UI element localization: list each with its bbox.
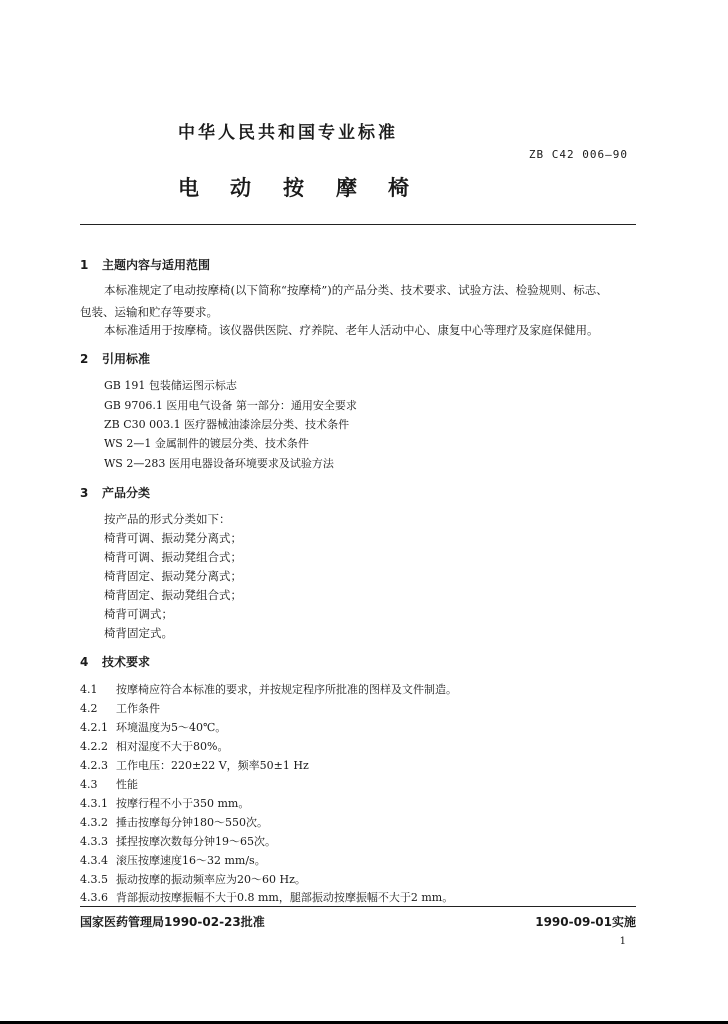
requirement-item xyxy=(80,795,249,811)
clause-text: 相对湿度不大于80%。 xyxy=(116,740,229,753)
section-number: 4 xyxy=(80,655,89,669)
requirement-item xyxy=(80,833,276,849)
clause-number: 4.3.4 xyxy=(80,854,108,867)
section-number: 3 xyxy=(80,486,89,500)
clause-number: 4.2.2 xyxy=(80,740,108,753)
standard-code: ZB C42 006—90 xyxy=(528,148,628,161)
standard-organization: 中华人民共和国专业标准 xyxy=(178,123,398,143)
reference-item: WS 2—283 医用电器设备环境要求及试验方法 xyxy=(104,457,334,470)
clause-text: 按摩行程不小于350 mm。 xyxy=(116,797,250,810)
paragraph: 本标准适用于按摩椅。该仪器供医院、疗养院、老年人活动中心、康复中心等理疗及家庭保健用。 xyxy=(104,323,599,337)
section-title: 产品分类 xyxy=(102,486,151,500)
classification-item: 椅背固定、振动凳分离式； xyxy=(104,569,242,583)
classification-item: 椅背固定式。 xyxy=(104,626,173,640)
clause-text: 环境温度为5～40℃。 xyxy=(116,721,227,734)
reference-item: GB 9706.1 医用电气设备 第一部分：通用安全要求 xyxy=(104,399,357,412)
section-4-heading xyxy=(80,653,150,670)
requirement-item xyxy=(80,889,453,905)
title-char: 按 xyxy=(283,176,304,200)
clause-text: 性能 xyxy=(116,778,138,791)
requirement-item xyxy=(80,757,309,773)
requirement-item xyxy=(80,700,160,716)
requirement-item xyxy=(80,776,138,792)
section-2-heading xyxy=(80,350,150,367)
title-char: 动 xyxy=(230,176,251,200)
clause-number: 4.3.3 xyxy=(80,835,108,848)
requirement-item xyxy=(80,719,226,735)
section-title: 引用标准 xyxy=(102,352,151,366)
footer-divider xyxy=(80,906,636,907)
clause-text: 工作条件 xyxy=(116,702,160,715)
requirement-item xyxy=(80,871,306,887)
approval-line: 国家医药管理局1990-02-23批准 xyxy=(80,915,265,929)
paragraph: 本标准规定了电动按摩椅(以下简称“按摩椅”)的产品分类、技术要求、试验方法、检验规则、标志、 xyxy=(104,283,608,297)
title-char: 电 xyxy=(178,176,199,200)
clause-text: 振动按摩的振动频率应为20～60 Hz。 xyxy=(116,873,306,886)
clause-text: 背部振动按摩振幅不大于0.8 mm，腿部振动按摩振幅不大于2 mm。 xyxy=(116,891,454,904)
title-char: 椅 xyxy=(388,176,409,200)
reference-item: ZB C30 003.1 医疗器械油漆涂层分类、技术条件 xyxy=(104,418,350,431)
clause-number: 4.3.1 xyxy=(80,797,108,810)
requirement-item xyxy=(80,681,457,697)
requirement-item xyxy=(80,814,268,830)
clause-number: 4.2.3 xyxy=(80,759,108,772)
header-divider xyxy=(80,224,636,225)
clause-number: 4.3.6 xyxy=(80,891,108,904)
classification-item: 椅背可调式； xyxy=(104,607,173,621)
requirement-item xyxy=(80,852,266,868)
requirement-item xyxy=(80,738,228,754)
section-3-heading xyxy=(80,484,150,501)
clause-number: 4.3.5 xyxy=(80,873,108,886)
clause-text: 工作电压：220±22 V，频率50±1 Hz xyxy=(116,759,309,772)
classification-item: 椅背固定、振动凳组合式； xyxy=(104,588,242,602)
reference-item: GB 191 包装储运图示标志 xyxy=(104,379,237,392)
clause-number: 4.3.2 xyxy=(80,816,108,829)
page-number: 1 xyxy=(619,936,626,947)
effective-date: 1990-09-01实施 xyxy=(535,915,636,929)
reference-item: WS 2—1 金属制件的镀层分类、技术条件 xyxy=(104,437,309,450)
classification-item: 按产品的形式分类如下： xyxy=(104,512,231,526)
section-number: 2 xyxy=(80,352,89,366)
section-1-heading xyxy=(80,256,210,273)
clause-number: 4.2 xyxy=(80,702,98,715)
clause-number: 4.2.1 xyxy=(80,721,108,734)
clause-number: 4.3 xyxy=(80,778,98,791)
section-number: 1 xyxy=(80,258,89,272)
classification-item: 椅背可调、振动凳组合式； xyxy=(104,550,242,564)
clause-number: 4.1 xyxy=(80,683,98,696)
classification-item: 椅背可调、振动凳分离式； xyxy=(104,531,242,545)
paragraph: 包装、运输和贮存等要求。 xyxy=(80,305,218,319)
section-title: 主题内容与适用范围 xyxy=(102,258,211,272)
clause-text: 按摩椅应符合本标准的要求，并按规定程序所批准的图样及文件制造。 xyxy=(116,683,457,696)
clause-text: 揉捏按摩次数每分钟19～65次。 xyxy=(116,835,276,848)
section-title: 技术要求 xyxy=(102,655,151,669)
clause-text: 捶击按摩每分钟180～550次。 xyxy=(116,816,268,829)
clause-text: 滚压按摩速度16～32 mm/s。 xyxy=(116,854,266,867)
title-char: 摩 xyxy=(336,176,357,200)
